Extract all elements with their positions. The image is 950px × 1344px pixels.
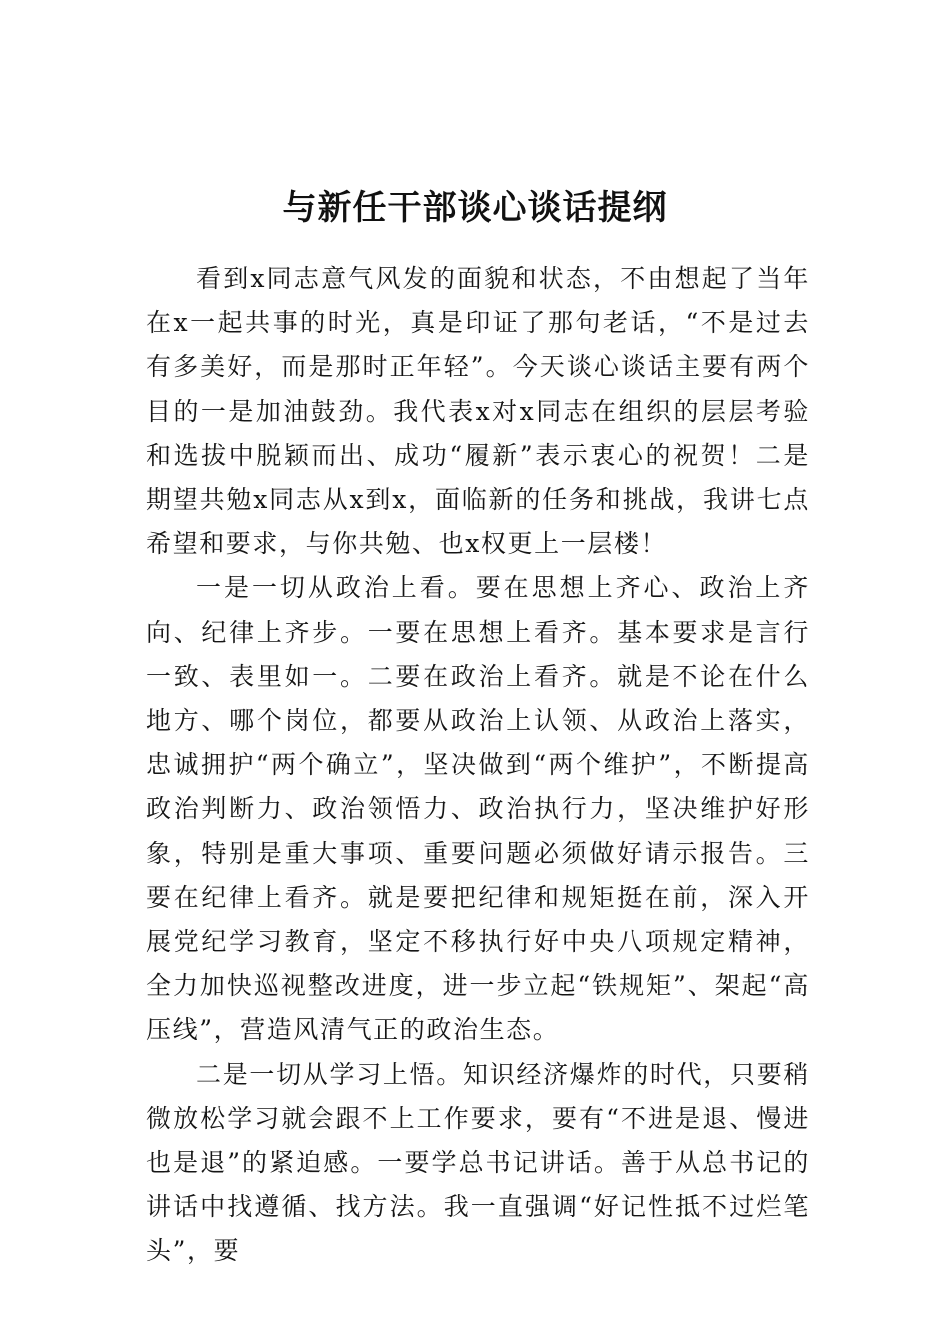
paragraph-intro: 看到x同志意气风发的面貌和状态，不由想起了当年在x一起共事的时光，真是印证了那句老话，“不是过去有多美好，而是那时正年轻”。今天谈心谈话主要有两个目的一是加油鼓劲。我代表x对x同志在组织的层层考验和选拔中脱颖而出、成功“履新”表示衷心的祝贺！二是期望共勉x同志从x到x，面临新的任务和挑战，我讲七点希望和要求，与你共勉、也x权更上一层楼！ xyxy=(146,264,810,559)
document-title: 与新任干部谈心谈话提纲 xyxy=(282,187,668,228)
paragraph-politics: 一是一切从政治上看。要在思想上齐心、政治上齐向、纪律上齐步。一要在思想上看齐。基本要求是言行一致、表里如一。二要在政治上看齐。就是不论在什么地方、哪个岗位，都要从政治上认领、从政治上落实，忠诚拥护“两个确立”，坚决做到“两个维护”，不断提高政治判断力、政治领悟力、政治执行力，坚决维护好形象，特别是重大事项、重要问题必须做好请示报告。三要在纪律上看齐。就是要把纪律和规矩挺在前，深入开展党纪学习教育，坚定不移执行好中央八项规定精神，全力加快巡视整改进度，进一步立起“铁规矩”、架起“高压线”，营造风清气正的政治生态。 xyxy=(146,573,810,1045)
paragraph-learning: 二是一切从学习上悟。知识经济爆炸的时代，只要稍微放松学习就会跟不上工作要求，要有“不进是退、慢进也是退”的紧迫感。一要学总书记讲话。善于从总书记的讲话中找遵循、找方法。我一直强调“好记性抵不过烂笔头”，要 xyxy=(146,1059,810,1266)
document-body xyxy=(146,257,810,1274)
